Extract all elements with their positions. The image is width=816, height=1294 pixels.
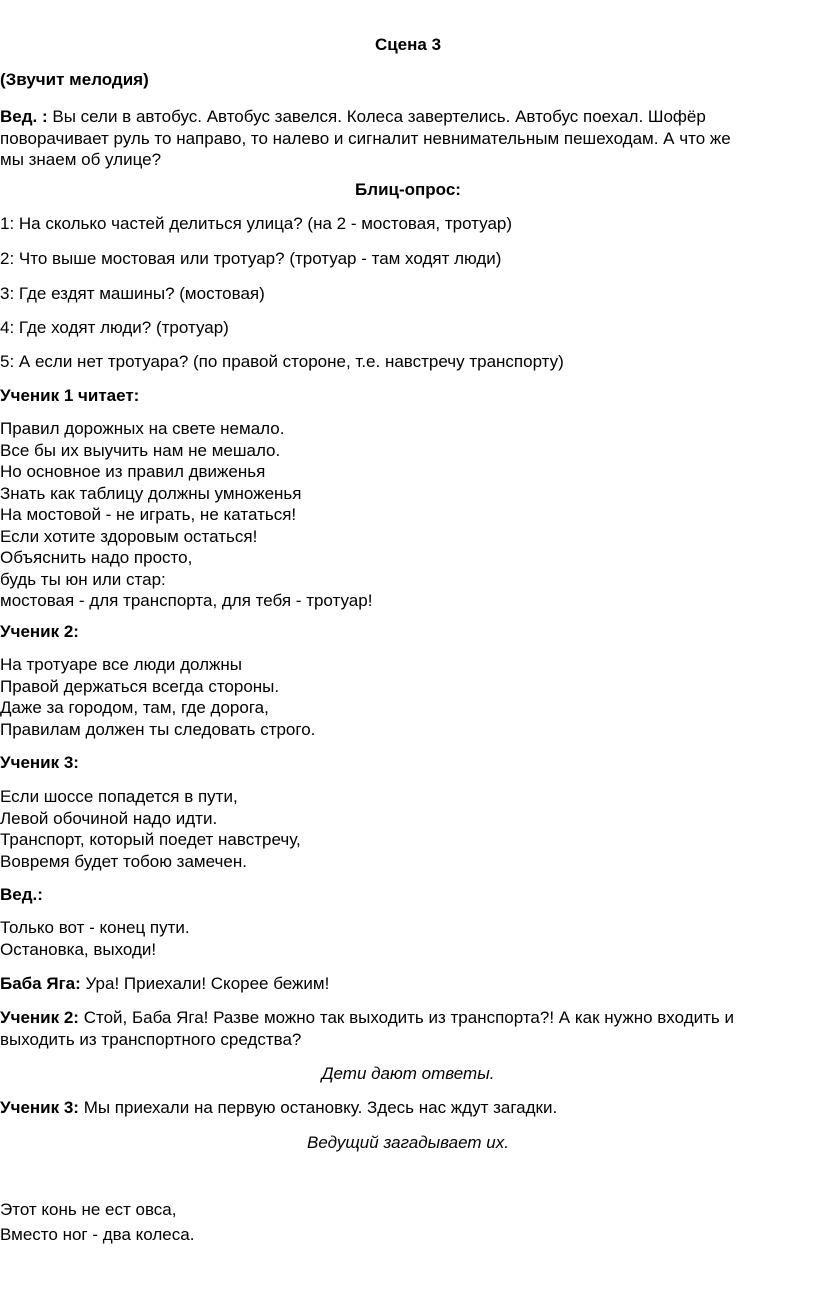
blitz-question: 1: На сколько частей делиться улица? (на 2 - мостовая, тротуар)	[0, 214, 513, 233]
blitz-question: 4: Где ходят люди? (тротуар)	[0, 318, 229, 337]
poem-line: Левой обочиной надо идти.	[0, 808, 218, 828]
host-riddles-note: Ведущий загадывает их.	[307, 1133, 509, 1152]
blitz-question: 5: А если нет тротуара? (по правой стороне, т.е. навстречу транспорту)	[0, 352, 564, 371]
student3-reply	[0, 1097, 806, 1119]
poem-line: Даже за городом, там, где дорога,	[0, 698, 269, 717]
intro-line: Вы сели в автобус. Автобус завелся. Колеса завертелись. Автобус поехал. Шофёр	[52, 107, 706, 126]
poem-line: На мостовой - не играть, не кататься!	[0, 505, 297, 524]
children-answer-note: Дети дают ответы.	[321, 1064, 495, 1083]
poem-line: Транспорт, который поедет навстречу,	[0, 830, 301, 849]
poem-line: Правой держаться всегда стороны.	[0, 676, 280, 696]
poem-line: Если шоссе попадется в пути,	[0, 787, 238, 806]
poem-line: На тротуаре все люди должны	[0, 655, 243, 674]
poem-line: Вовремя будет тобою замечен.	[0, 851, 247, 871]
baba-yaga-text: Ура! Приехали! Скорее бежим!	[85, 974, 330, 993]
student2-reply-speaker: Ученик 2:	[0, 1008, 79, 1027]
student2-reply-text: выходить из транспортного средства?	[0, 1029, 302, 1049]
student3-reply-text: Мы приехали на первую остановку. Здесь нас ждут загадки.	[83, 1098, 558, 1117]
student3-poem	[0, 786, 806, 872]
poem-line: Объяснить надо просто,	[0, 548, 193, 567]
student2-poem	[0, 654, 806, 740]
poem-line: мостовая - для транспорта, для тебя - тротуар!	[0, 591, 373, 610]
poem-line: Все бы их выучить нам не мешало.	[0, 440, 281, 460]
poem-line: будь ты юн или стар:	[0, 569, 166, 589]
poem-line: Только вот - конец пути.	[0, 918, 190, 937]
host-heading: Вед.:	[0, 885, 43, 904]
intro-paragraph	[0, 106, 806, 171]
blitz-heading: Блиц-опрос:	[355, 180, 461, 199]
riddle	[0, 1197, 806, 1247]
poem-line: Правилам должен ты следовать строго.	[0, 719, 316, 739]
poem-line: Остановка, выходи!	[0, 939, 157, 959]
blitz-question: 2: Что выше мостовая или тротуар? (тротуар - там ходят люди)	[0, 249, 502, 268]
student3-reply-speaker: Ученик 3:	[0, 1098, 79, 1117]
melody-note: (Звучит мелодия)	[0, 70, 149, 89]
blitz-question: 3: Где ездят машины? (мостовая)	[0, 284, 265, 303]
riddle-line: Вместо ног - два колеса.	[0, 1225, 195, 1244]
poem-line: Знать как таблицу должны умноженья	[0, 483, 302, 503]
host-poem	[0, 917, 806, 960]
student2-heading: Ученик 2:	[0, 622, 79, 641]
baba-yaga-line	[0, 973, 806, 995]
poem-line: Но основное из правил движенья	[0, 462, 266, 481]
riddle-line: Этот конь не ест овса,	[0, 1200, 177, 1219]
poem-line: Если хотите здоровым остаться!	[0, 526, 258, 546]
poem-line: Правил дорожных на свете немало.	[0, 419, 285, 438]
student1-heading: Ученик 1 читает:	[0, 386, 140, 405]
student1-poem	[0, 418, 806, 612]
intro-speaker: Вед. :	[0, 107, 48, 126]
intro-line: мы знаем об улице?	[0, 150, 162, 169]
student3-heading: Ученик 3:	[0, 753, 79, 772]
student2-reply-text: Стой, Баба Яга! Разве можно так выходить из транспорта?! А как нужно входить и	[83, 1008, 734, 1027]
baba-yaga-speaker: Баба Яга:	[0, 974, 81, 993]
scene-title: Сцена 3	[374, 35, 442, 54]
student2-reply	[0, 1007, 806, 1050]
intro-line: поворачивает руль то направо, то налево и сигналит невнимательным пешеходам. А что же	[0, 128, 731, 148]
